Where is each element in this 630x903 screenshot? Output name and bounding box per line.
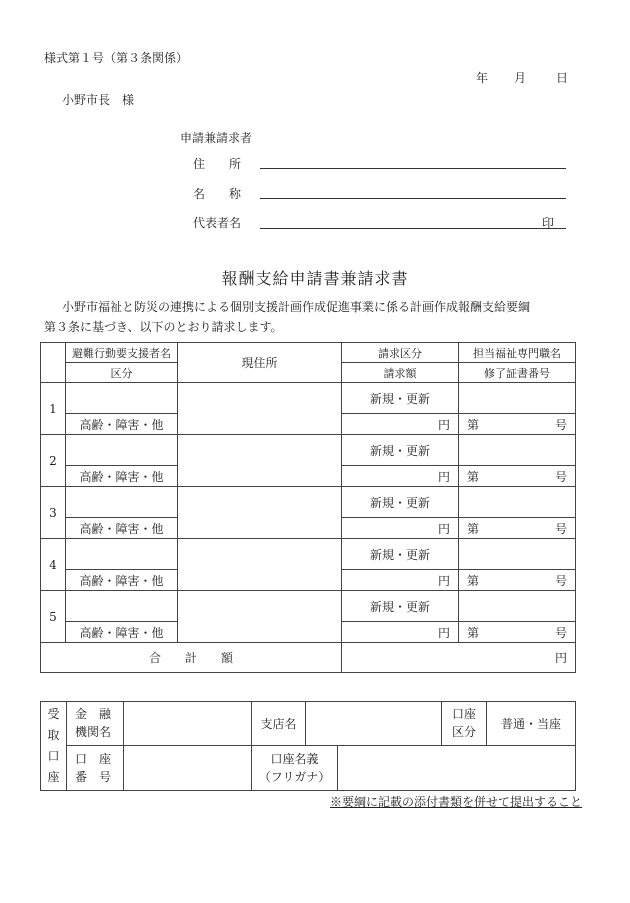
person-name-field[interactable] xyxy=(66,487,178,518)
branch-field[interactable] xyxy=(306,702,442,746)
account-holder-label xyxy=(252,745,338,790)
account-holder-label-1: 口座名義 xyxy=(270,751,319,766)
intro-line-2: 第３条に基づき、以下のとおり請求します。 xyxy=(44,320,283,334)
person-name-field[interactable] xyxy=(66,435,178,466)
category-option[interactable]: 高齢・障害・他 xyxy=(66,466,178,487)
account-type-label-1: 口座 xyxy=(451,707,476,722)
request-type-option[interactable]: 新規・更新 xyxy=(342,487,459,518)
account-number-label-2: 番 号 xyxy=(75,769,112,784)
header-certificate: 修了証書番号 xyxy=(459,363,576,383)
go-label: 号 xyxy=(554,625,567,640)
addressee: 小野市長 様 xyxy=(62,93,135,107)
account-type-label-2: 区分 xyxy=(451,725,476,740)
name-field[interactable] xyxy=(260,198,566,199)
address-label: 住 所 xyxy=(193,157,242,171)
account-holder-label-2: （フリガナ） xyxy=(258,769,331,784)
certificate-number-field[interactable] xyxy=(459,414,576,435)
dai-label: 第 xyxy=(467,625,480,640)
institution-field[interactable] xyxy=(124,702,252,746)
request-type-option[interactable]: 新規・更新 xyxy=(342,539,459,570)
current-address-field[interactable] xyxy=(178,435,342,487)
current-address-field[interactable] xyxy=(178,487,342,539)
date-year-label: 年 xyxy=(476,71,489,85)
staff-name-field[interactable] xyxy=(459,435,576,466)
row-number: 4 xyxy=(41,539,66,591)
header-person-name: 避難行動要支援者名 xyxy=(66,343,178,363)
row-number: 3 xyxy=(41,487,66,539)
row-number: 2 xyxy=(41,435,66,487)
go-label: 号 xyxy=(554,573,567,588)
request-type-option[interactable]: 新規・更新 xyxy=(342,383,459,414)
account-number-label xyxy=(67,745,124,790)
row-number: 5 xyxy=(41,591,66,643)
category-option[interactable]: 高齢・障害・他 xyxy=(66,622,178,643)
seal-mark: 印 xyxy=(542,216,555,230)
header-blank xyxy=(41,343,66,383)
person-name-field[interactable] xyxy=(66,539,178,570)
person-name-field[interactable] xyxy=(66,383,178,414)
bank-side-label: 受 取 口 座 xyxy=(41,702,67,791)
person-name-field[interactable] xyxy=(66,591,178,622)
certificate-number-field[interactable] xyxy=(459,466,576,487)
rep-label: 代表者名 xyxy=(193,216,242,230)
certificate-number-field[interactable] xyxy=(459,518,576,539)
staff-name-field[interactable] xyxy=(459,591,576,622)
date-month-label: 月 xyxy=(514,71,527,85)
row-number: 1 xyxy=(41,383,66,435)
form-title: 報酬支給申請書兼請求書 xyxy=(221,269,409,288)
account-type-label xyxy=(442,702,487,746)
header-amount: 請求額 xyxy=(342,363,459,383)
dai-label: 第 xyxy=(467,573,480,588)
applicant-heading: 申請兼請求者 xyxy=(180,131,253,145)
dai-label: 第 xyxy=(467,469,480,484)
request-type-option[interactable]: 新規・更新 xyxy=(342,591,459,622)
account-type-value[interactable]: 普通・当座 xyxy=(487,702,576,746)
institution-label xyxy=(67,702,124,746)
header-category: 区分 xyxy=(66,363,178,383)
intro-line-1: 小野市福祉と防災の連携による個別支援計画作成促進事業に係る計画作成報酬支給要綱 xyxy=(62,300,531,314)
total-label: 合 計 額 xyxy=(41,643,342,673)
institution-label-1: 金 融 xyxy=(75,707,112,722)
name-label: 名 称 xyxy=(193,187,242,201)
total-amount-field[interactable]: 円 xyxy=(342,643,576,673)
account-number-field[interactable] xyxy=(124,745,252,790)
staff-name-field[interactable] xyxy=(459,539,576,570)
staff-name-field[interactable] xyxy=(459,487,576,518)
dai-label: 第 xyxy=(467,417,480,432)
amount-field[interactable]: 円 xyxy=(342,518,459,539)
rep-field[interactable] xyxy=(260,228,566,229)
amount-field[interactable]: 円 xyxy=(342,466,459,487)
request-table xyxy=(40,342,576,673)
header-staff-name: 担当福祉専門職名 xyxy=(459,343,576,363)
go-label: 号 xyxy=(554,521,567,536)
branch-label: 支店名 xyxy=(252,702,306,746)
account-number-label-1: 口 座 xyxy=(75,751,112,766)
address-field[interactable] xyxy=(260,168,566,169)
current-address-field[interactable] xyxy=(178,591,342,643)
header-request-type: 請求区分 xyxy=(342,343,459,363)
current-address-field[interactable] xyxy=(178,383,342,435)
dai-label: 第 xyxy=(467,521,480,536)
bank-table xyxy=(40,701,576,791)
certificate-number-field[interactable] xyxy=(459,570,576,591)
amount-field[interactable]: 円 xyxy=(342,414,459,435)
request-type-option[interactable]: 新規・更新 xyxy=(342,435,459,466)
amount-field[interactable]: 円 xyxy=(342,622,459,643)
category-option[interactable]: 高齢・障害・他 xyxy=(66,414,178,435)
header-address: 現住所 xyxy=(178,343,342,383)
account-holder-field[interactable] xyxy=(338,745,576,790)
category-option[interactable]: 高齢・障害・他 xyxy=(66,518,178,539)
form-number: 様式第１号（第３条関係） xyxy=(44,51,189,65)
footnote: ※要綱に記載の添付書類を併せて提出すること xyxy=(329,795,582,809)
current-address-field[interactable] xyxy=(178,539,342,591)
amount-field[interactable]: 円 xyxy=(342,570,459,591)
category-option[interactable]: 高齢・障害・他 xyxy=(66,570,178,591)
date-day-label: 日 xyxy=(556,71,569,85)
institution-label-2: 機関名 xyxy=(75,725,112,740)
go-label: 号 xyxy=(554,469,567,484)
go-label: 号 xyxy=(554,417,567,432)
staff-name-field[interactable] xyxy=(459,383,576,414)
certificate-number-field[interactable] xyxy=(459,622,576,643)
